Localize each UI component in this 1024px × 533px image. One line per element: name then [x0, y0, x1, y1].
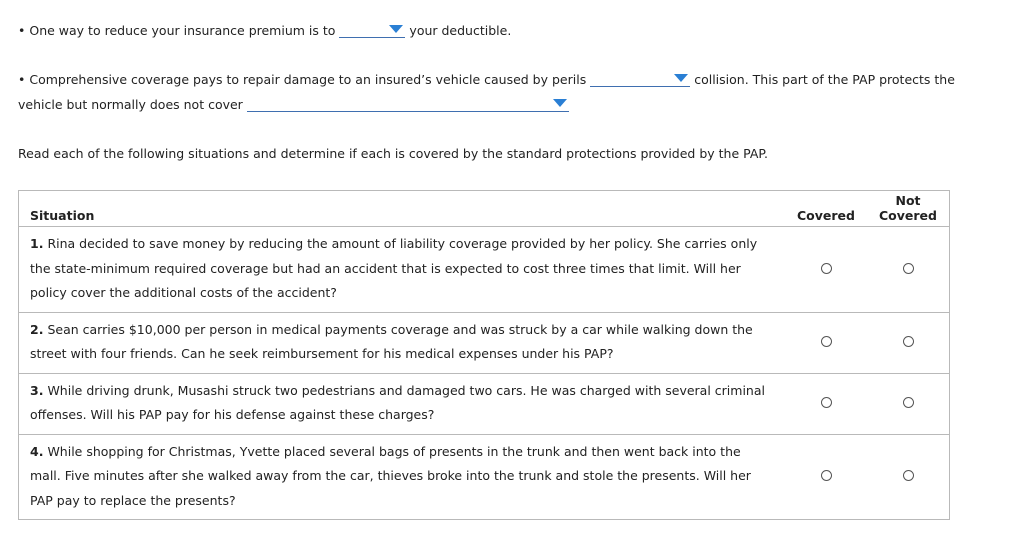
- q2-line2-text: vehicle but normally does not cover: [18, 97, 243, 112]
- q1-text-before: One way to reduce your insurance premium is to: [29, 23, 336, 38]
- table-row: [19, 312, 950, 373]
- q1-text-after: your deductible.: [409, 23, 512, 38]
- not-covered-radio[interactable]: [903, 336, 914, 347]
- covered-radio[interactable]: [821, 470, 832, 481]
- situation-cell: 2. Sean carries $10,000 per person in medical payments coverage and was struck by a car while walking down the street with four friends. Can he seek reimbursement for his medical expenses under his PAP?: [19, 312, 786, 373]
- not-covered-radio[interactable]: [903, 397, 914, 408]
- bullet: •: [18, 23, 26, 38]
- table-header-row: [19, 191, 950, 227]
- question-2-line-2: [18, 97, 573, 112]
- chevron-down-icon: [553, 99, 567, 107]
- q2-text-after: collision. This part of the PAP protects the: [694, 72, 955, 87]
- header-not-covered: Not Covered: [867, 191, 950, 227]
- not-cover-dropdown[interactable]: [247, 97, 569, 112]
- instruction-text: Read each of the following situations and determine if each is covered by the standard protections provided by the PAP.: [18, 146, 768, 161]
- situation-cell: 4. While shopping for Christmas, Yvette placed several bags of presents in the trunk and then went back into the mall. Five minutes after she walked away from the car, thieves broke into the trunk and stole the presents. Will her PAP pay to replace the presents?: [19, 434, 786, 520]
- situations-table: [18, 190, 950, 520]
- chevron-down-icon: [389, 25, 403, 33]
- covered-radio[interactable]: [821, 397, 832, 408]
- q2-text-before: Comprehensive coverage pays to repair damage to an insured’s vehicle caused by perils: [29, 72, 587, 87]
- question-2: [18, 72, 955, 87]
- not-covered-radio[interactable]: [903, 263, 914, 274]
- bullet: •: [18, 72, 26, 87]
- covered-radio[interactable]: [821, 336, 832, 347]
- covered-radio[interactable]: [821, 263, 832, 274]
- deductible-dropdown[interactable]: [339, 23, 405, 38]
- chevron-down-icon: [674, 74, 688, 82]
- table-row: [19, 227, 950, 313]
- not-covered-radio[interactable]: [903, 470, 914, 481]
- table-row: [19, 373, 950, 434]
- situation-cell: 3. While driving drunk, Musashi struck two pedestrians and damaged two cars. He was charged with several criminal offenses. Will his PAP pay for his defense against these charges?: [19, 373, 786, 434]
- header-situation: Situation: [19, 191, 786, 227]
- table-row: [19, 434, 950, 520]
- perils-dropdown[interactable]: [590, 72, 690, 87]
- situation-cell: 1. Rina decided to save money by reducing the amount of liability coverage provided by her policy. She carries only the state-minimum required coverage but had an accident that is expected to cost three times that limit. Will her policy cover the additional costs of the accident?: [19, 227, 786, 313]
- header-covered: Covered: [785, 191, 867, 227]
- question-1: [18, 23, 511, 38]
